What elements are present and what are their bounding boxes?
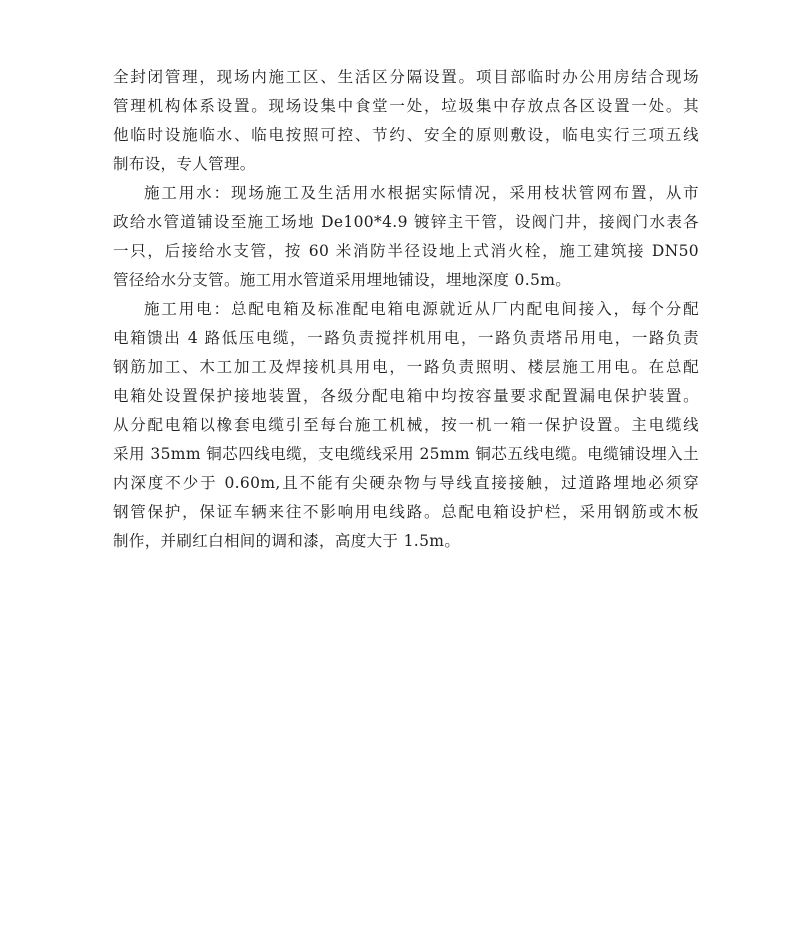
text-line: 电箱馈出 4 路低压电缆，一路负责搅拌机用电，一路负责塔吊用电，一路负责 xyxy=(113,329,699,347)
text-line: 钢管保护，保证车辆来往不影响用电线路。总配电箱设护栏，采用钢筋或木板 xyxy=(113,503,699,521)
text-line: 从分配电箱以橡套电缆引至每台施工机械，按一机一箱一保护设置。主电缆线 xyxy=(113,416,699,434)
text-line: 管理机构体系设置。现场设集中食堂一处，垃圾集中存放点各区设置一处。其 xyxy=(113,97,699,115)
text-line: 制布设，专人管理。 xyxy=(113,155,256,173)
text-line: 内深度不少于 0.60m,且不能有尖硬杂物与导线直接接触，过道路埋地必须穿 xyxy=(113,474,699,492)
text-line: 制作，并刷红白相间的调和漆，高度大于 1.5m。 xyxy=(113,532,461,550)
document-body xyxy=(113,63,699,556)
paragraph-site-layout xyxy=(113,63,699,179)
text-line: 采用 35mm 铜芯四线电缆，支电缆线采用 25mm 铜芯五线电缆。电缆铺设埋入土 xyxy=(113,445,699,463)
paragraph-construction-power xyxy=(113,295,699,556)
paragraph-construction-water xyxy=(113,179,699,295)
text-line: 政给水管道铺设至施工场地 De100*4.9 镀锌主干管，设阀门井，接阀门水表各 xyxy=(113,213,699,231)
text-line: 电箱处设置保护接地装置，各级分配电箱中均按容量要求配置漏电保护装置。 xyxy=(113,387,699,405)
text-line: 钢筋加工、木工加工及焊接机具用电，一路负责照明、楼层施工用电。在总配 xyxy=(113,358,699,376)
text-line: 管径给水分支管。施工用水管道采用埋地铺设，埋地深度 0.5m。 xyxy=(113,271,572,289)
text-line: 他临时设施临水、临电按照可控、节约、安全的原则敷设，临电实行三项五线 xyxy=(113,126,699,144)
text-line: 一只，后接给水支管，按 60 米消防半径设地上式消火栓，施工建筑接 DN50 xyxy=(113,242,699,260)
text-line: 施工用水：现场施工及生活用水根据实际情况，采用枝状管网布置，从市 xyxy=(144,184,699,202)
text-line: 全封闭管理，现场内施工区、生活区分隔设置。项目部临时办公用房结合现场 xyxy=(113,68,699,86)
text-line: 施工用电：总配电箱及标准配电箱电源就近从厂内配电间接入，每个分配 xyxy=(144,300,699,318)
